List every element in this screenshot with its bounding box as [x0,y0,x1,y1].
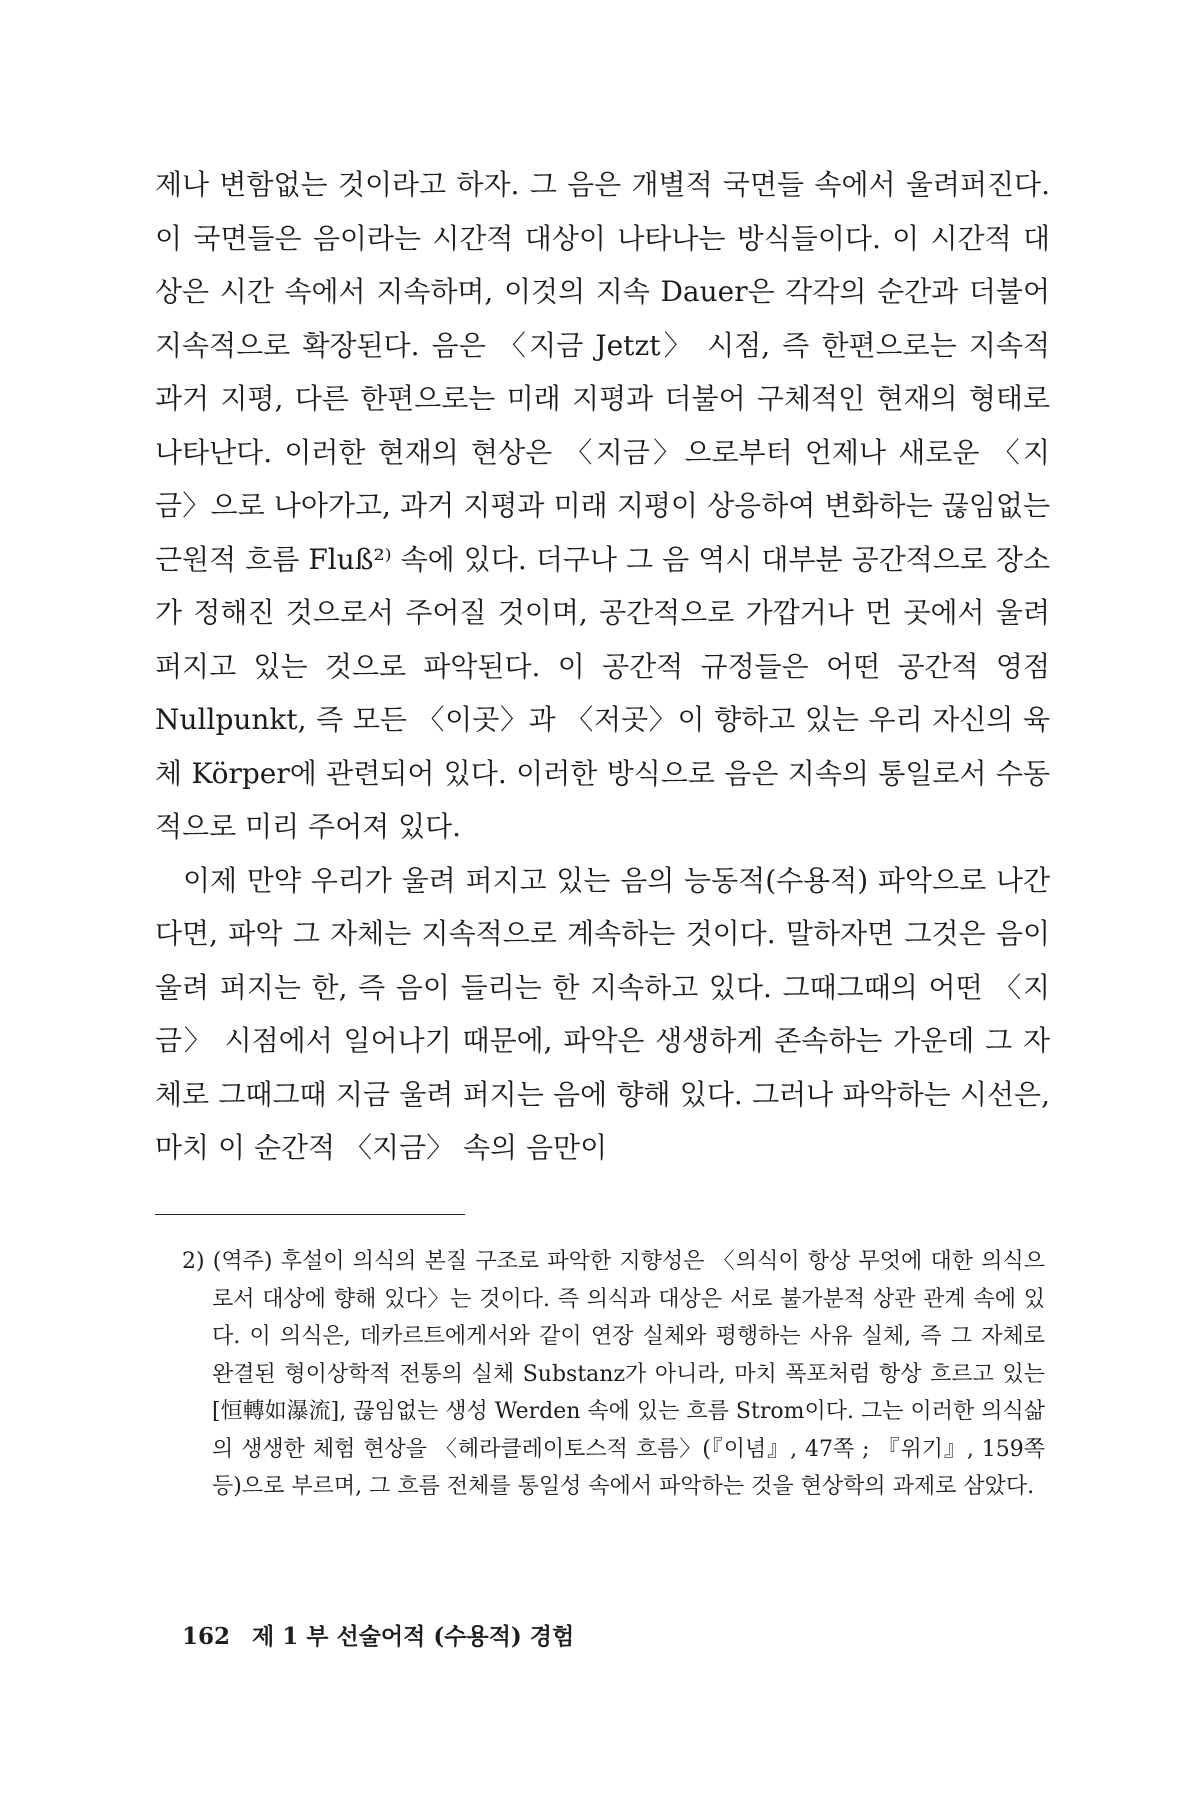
body-text [155,158,1050,1175]
body-paragraph: 이제 만약 우리가 울려 퍼지고 있는 음의 능동적(수용적) 파악으로 나간다면, 파악 그 자체는 지속적으로 계속하는 것이다. 말하자면 그것은 음이 울려 퍼지는 한, 즉 음이 들리는 한 지속하고 있다. 그때그때의 어떤 〈지금〉 시점에서 일어나기 때문에, 파악은 생생하게 존속하는 가운데 그 자체로 그때그때 지금 울려 퍼지는 음에 향해 있다. 그러나 파악하는 시선은, 마치 이 순간적 〈지금〉 속의 음만이 [155,863,1050,1164]
running-head: 제 1 부 선술어적 (수용적) 경험 [252,1623,575,1650]
footnote-block [182,1243,1045,1506]
page-number: 162 [182,1623,231,1650]
body-paragraph: 제나 변함없는 것이라고 하자. 그 음은 개별적 국면들 속에서 울려퍼진다. 이 국면들은 음이라는 시간적 대상이 나타나는 방식들이다. 이 시간적 대상은 시간 속에서 지속하며, 이것의 지속 Dauer은 각각의 순간과 더불어 지속적으로 확장된다. 음은 〈지금 Jetzt〉 시점, 즉 한편으로는 지속적 과거 지평, 다른 한편으로는 미래 지평과 더불어 구체적인 현재의 형태로 나타난다. 이러한 현재의 현상은 〈지금〉으로부터 언제나 새로운 〈지금〉으로 나아가고, 과거 지평과 미래 지평이 상응하여 변화하는 끊임없는 근원적 흐름 Fluß²⁾ 속에 있다. 더구나 그 음 역시 대부분 공간적으로 장소가 정해진 것으로서 주어질 것이며, 공간적으로 가깝거나 먼 곳에서 울려 퍼지고 있는 것으로 파악된다. 이 공간적 규정들은 어떤 공간적 영점 Nullpunkt, 즉 모든 〈이곳〉과 〈저곳〉이 향하고 있는 우리 자신의 육체 Körper에 관련되어 있다. 이러한 방식으로 음은 지속의 통일로서 수동적으로 미리 주어져 있다. [155,168,1050,843]
footnote-separator [155,1214,465,1215]
page-footer [182,1618,574,1651]
footnote-2: 2) (역주) 후설이 의식의 본질 구조로 파악한 지향성은 〈의식이 항상 무엇에 대한 의식으로서 대상에 향해 있다〉는 것이다. 즉 의식과 대상은 서로 불가분적 상관 관계 속에 있다. 이 의식은, 데카르트에게서와 같이 연장 실체와 평행하는 사유 실체, 즉 그 자체로 완결된 형이상학적 전통의 실체 Substanz가 아니라, 마치 폭포처럼 항상 흐르고 있는[恒轉如瀑流], 끊임없는 생성 Werden 속에 있는 흐름 Strom이다. 그는 이러한 의식삶의 생생한 체험 현상을 〈헤라클레이토스적 흐름〉(『이념』, 47쪽 ; 『위기』, 159쪽 등)으로 부르며, 그 흐름 전체를 통일성 속에서 파악하는 것을 현상학의 과제로 삼았다. [182,1249,1045,1499]
